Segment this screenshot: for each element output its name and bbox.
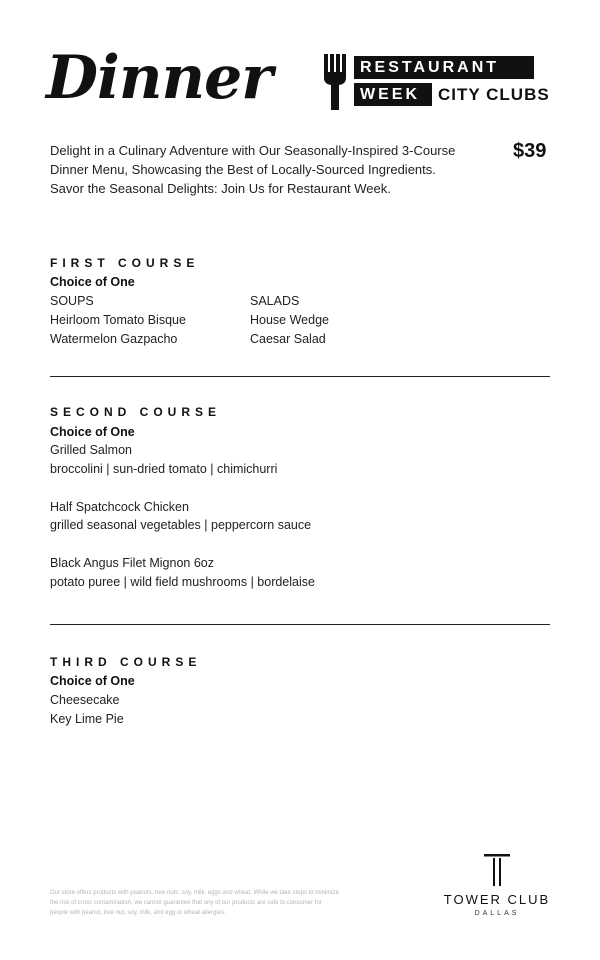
list-item: Key Lime Pie: [50, 712, 124, 726]
restaurant-week-logo: [322, 54, 552, 110]
club-city: DALLAS: [474, 910, 520, 917]
dish-name: Half Spatchcock Chicken: [50, 500, 189, 514]
dish-sides: grilled seasonal vegetables | peppercorn sauce: [50, 518, 312, 532]
first-course-heading: FIRST COURSE: [50, 256, 200, 270]
list-item: Watermelon Gazpacho: [50, 332, 178, 346]
logo-week-text: WEEK: [354, 83, 432, 106]
disclaimer-line: the risk of cross contamination, we cannot guarantee that any of our products are safe to consumer for: [50, 900, 322, 906]
intro-line: Delight in a Culinary Adventure with Our Seasonally-Inspired 3-Course: [50, 143, 456, 158]
tower-club-logo: [438, 854, 556, 924]
dish-name: Grilled Salmon: [50, 443, 132, 457]
list-item: House Wedge: [250, 313, 329, 327]
section-divider: [50, 376, 550, 377]
page-title: Dinner: [46, 43, 272, 113]
soups-label: SOUPS: [50, 294, 94, 308]
third-course-choice: Choice of One: [50, 674, 135, 688]
menu-price: $39: [513, 140, 547, 162]
salads-label: SALADS: [250, 294, 300, 308]
first-course-choice: Choice of One: [50, 275, 135, 289]
dish-sides: potato puree | wild field mushrooms | bordelaise: [50, 575, 315, 589]
dish-sides: broccolini | sun-dried tomato | chimichurri: [50, 462, 278, 476]
fork-icon: [322, 54, 348, 110]
allergy-disclaimer: [50, 888, 410, 918]
club-name: TOWER CLUB: [443, 892, 551, 907]
disclaimer-line: people with peanut, tree nut, soy, milk, and egg or wheat allergies.: [50, 910, 226, 916]
second-course-heading: SECOND COURSE: [50, 405, 222, 419]
list-item: Cheesecake: [50, 693, 120, 707]
list-item: Caesar Salad: [250, 332, 326, 346]
second-course-choice: Choice of One: [50, 425, 135, 439]
logo-city-clubs-text: CITY CLUBS: [438, 85, 550, 104]
list-item: Heirloom Tomato Bisque: [50, 313, 186, 327]
intro-text: [50, 141, 500, 198]
intro-line: Dinner Menu, Showcasing the Best of Locally-Sourced Ingredients.: [50, 162, 436, 177]
logo-restaurant-text: RESTAURANT: [354, 56, 534, 79]
intro-line: Savor the Seasonal Delights: Join Us for Restaurant Week.: [50, 181, 391, 196]
section-divider: [50, 624, 550, 625]
tower-icon: [484, 854, 510, 886]
dish-name: Black Angus Filet Mignon 6oz: [50, 556, 214, 570]
disclaimer-line: Our store offers products with peanuts, tree nuts, soy, milk, eggs and wheat. While we take steps to minimize: [50, 890, 339, 896]
third-course-heading: THIRD COURSE: [50, 655, 202, 669]
